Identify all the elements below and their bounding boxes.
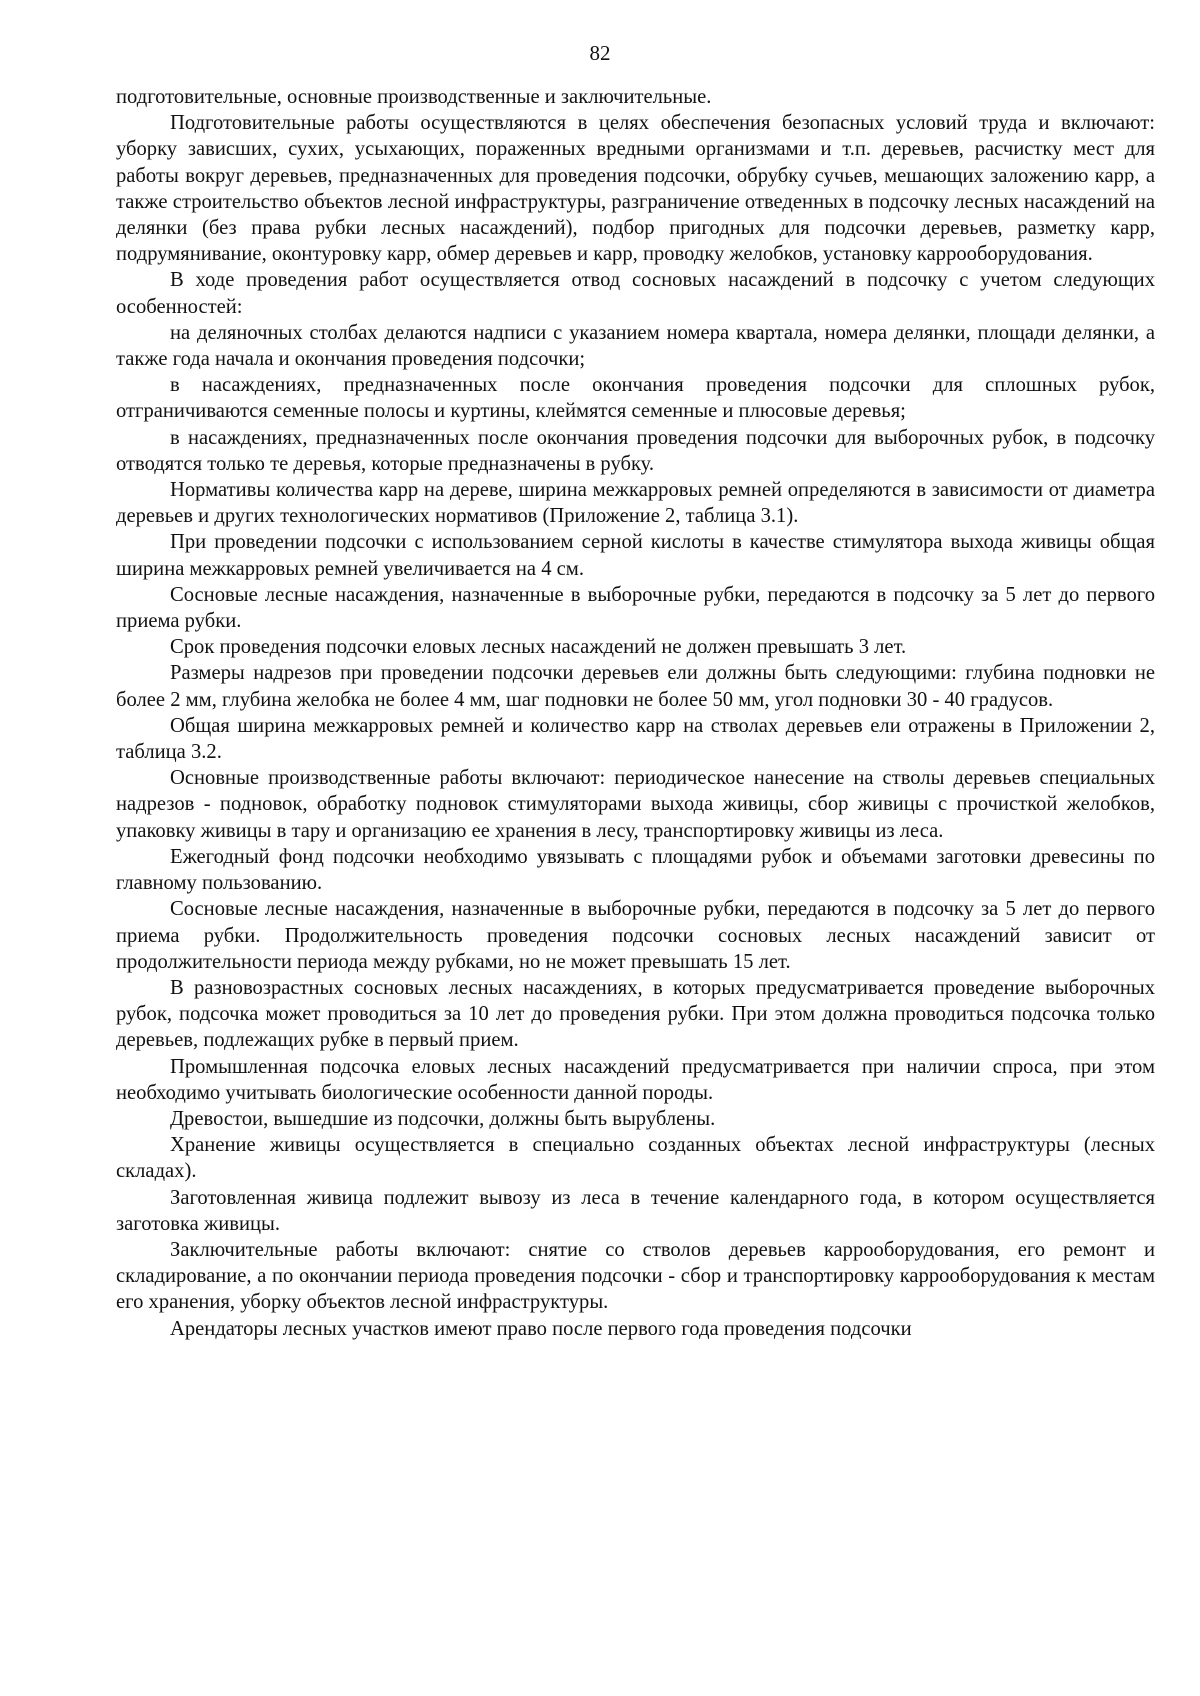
document-body [116, 84, 1155, 1342]
paragraph: в насаждениях, предназначенных после окончания проведения подсочки для выборочных рубок, в подсочку отводятся только те деревья, которые предназначены в рубку. [116, 426, 1155, 475]
paragraph: Арендаторы лесных участков имеют право после первого года проведения подсочки [170, 1317, 912, 1340]
paragraph: В ходе проведения работ осуществляется отвод сосновых насаждений в подсочку с учетом следующих особенностей: [116, 269, 1155, 318]
paragraph: Размеры надрезов при проведении подсочки деревьев ели должны быть следующими: глубина подновки не более 2 мм, глубина желобка не более 4 мм, шаг подновки не более 50 мм, угол подновки 30 - 40 градусов. [116, 662, 1155, 711]
paragraph: Промышленная подсочка еловых лесных насаждений предусматривается при наличии спроса, при этом необходимо учитывать биологические особенности данной породы. [116, 1055, 1155, 1104]
page-number: 82 [589, 41, 611, 65]
paragraph: При проведении подсочки с использованием серной кислоты в качестве стимулятора выхода живицы общая ширина межкарровых ремней увеличивается на 4 см. [116, 531, 1155, 580]
paragraph: Сосновые лесные насаждения, назначенные в выборочные рубки, передаются в подсочку за 5 лет до первого приема рубки. Продолжительность проведения подсочки сосновых лесных насаждений зависит от продолжительности периода между рубками, но не может превышать 15 лет. [116, 898, 1155, 973]
paragraph: Срок проведения подсочки еловых лесных насаждений не должен превышать 3 лет. [170, 636, 907, 659]
paragraph: Заключительные работы включают: снятие со стволов деревьев каррооборудования, его ремонт и складирование, а по окончании периода проведения подсочки - сбор и транспортировку каррооборудования к местам его хранения, уборку объектов лесной инфраструктуры. [116, 1238, 1155, 1314]
paragraph: Хранение живицы осуществляется в специально созданных объектах лесной инфраструктуры (лесных складах). [116, 1134, 1155, 1183]
paragraph: на деляночных столбах делаются надписи с указанием номера квартала, номера делянки, площади делянки, а также года начала и окончания проведения подсочки; [116, 321, 1155, 371]
paragraph: Основные производственные работы включают: периодическое нанесение на стволы деревьев специальных надрезов - подновок, обработку подновок стимуляторами выхода живицы, сбор живицы с прочисткой желобков, упаковку живицы в тару и организацию ее хранения в лесу, транспортировку живицы из леса. [116, 767, 1155, 842]
paragraph: В разновозрастных сосновых лесных насаждениях, в которых предусматривается проведение выборочных рубок, подсочка может проводиться за 10 лет до проведения рубки. При этом должна проводиться подсочка только деревьев, подлежащих рубке в первый прием. [116, 976, 1155, 1052]
paragraph: Нормативы количества карр на дереве, ширина межкарровых ремней определяются в зависимости от диаметра деревьев и других технологических нормативов (Приложение 2, таблица 3.1). [116, 479, 1155, 528]
paragraph: Общая ширина межкарровых ремней и количество карр на стволах деревьев ели отражены в Приложении 2, таблица 3.2. [116, 714, 1155, 764]
paragraph: Древостои, вышедшие из подсочки, должны быть вырублены. [170, 1107, 716, 1130]
paragraph: подготовительные, основные производственные и заключительные. [116, 86, 712, 108]
paragraph: в насаждениях, предназначенных после окончания проведения подсочки для сплошных рубок, отграничиваются семенные полосы и куртины, клеймятся семенные и плюсовые деревья; [116, 374, 1155, 423]
paragraph: Ежегодный фонд подсочки необходимо увязывать с площадями рубок и объемами заготовки древесины по главному пользованию. [116, 845, 1155, 895]
paragraph: Заготовленная живица подлежит вывозу из леса в течение календарного года, в котором осуществляется заготовка живицы. [116, 1186, 1155, 1235]
paragraph: Сосновые лесные насаждения, назначенные в выборочные рубки, передаются в подсочку за 5 лет до первого приема рубки. [116, 583, 1155, 633]
paragraph: Подготовительные работы осуществляются в целях обеспечения безопасных условий труда и включают: уборку зависших, сухих, усыхающих, пораженных вредными организмами и т.п. деревьев, расчистку мест для работы вокруг деревьев, предназначенных для проведения подсочки, обрубку сучьев, мешающих заложению карр, а также строительство объектов лесной инфраструктуры, разграничение отведенных в подсочку лесных насаждений на делянки (без права рубки лесных насаждений), подбор пригодных для подсочки деревьев, разметку карр, подрумянивание, оконтуровку карр, обмер деревьев и карр, проводку желобков, установку каррооборудования. [116, 112, 1155, 266]
